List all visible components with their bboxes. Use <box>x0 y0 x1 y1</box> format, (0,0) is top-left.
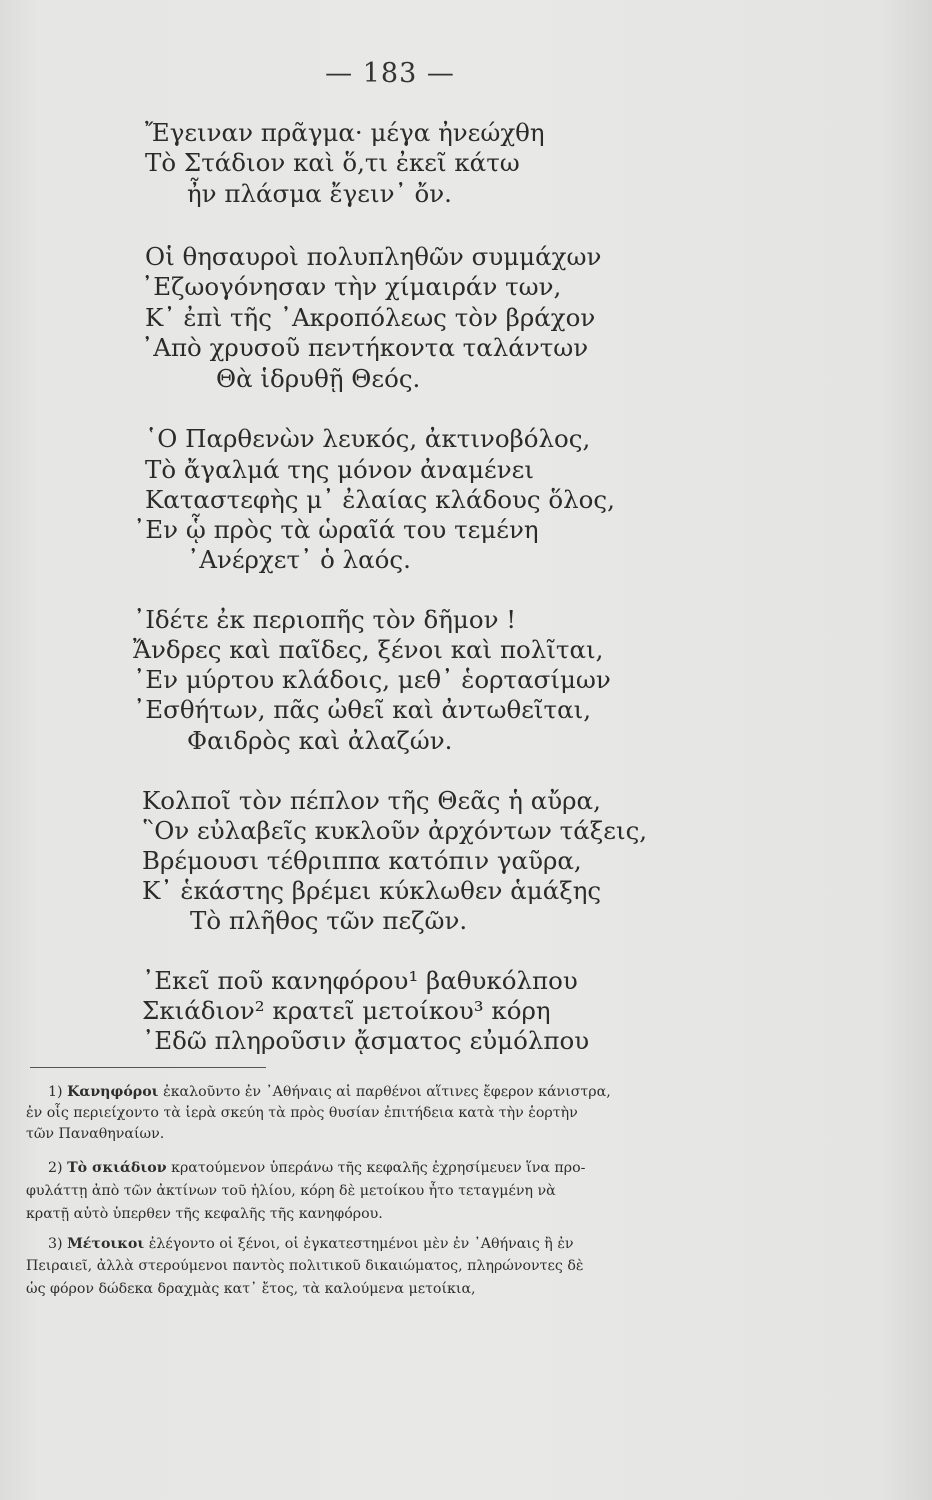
verse-line: Ἄνδρες καὶ παῖδες, ξένοι καὶ πολῖται, <box>133 635 604 664</box>
footnote-text: τῶν Παναθηναίων. <box>26 1126 165 1142</box>
footnote-term: Τὸ σκιάδιον <box>67 1160 167 1176</box>
verse-line: Τὸ ἄγαλμά της μόνον ἀναμένει <box>145 455 534 484</box>
verse-line: Κολποῖ τὸν πέπλον τῆς Θεᾶς ἡ αὔρα, <box>142 786 601 815</box>
footnote-term: Μέτοικοι <box>67 1236 145 1252</box>
verse-line: ᾽Απὸ χρυσοῦ πεντήκοντα ταλάντων <box>141 333 589 362</box>
verse-line: ᾽Εν μύρτου κλάδοις, μεθ᾽ ἑορτασίμων <box>133 665 611 694</box>
footnote-text: ἐν οἷς περιείχοντο τὰ ἱερὰ σκεύη τὰ πρὸς θυσίαν ἐπιτήδεια κατὰ τὴν ἑορτὴν <box>26 1105 578 1121</box>
verse-line: Τὸ πλῆθος τῶν πεζῶν. <box>190 906 468 935</box>
verse-line: ᾽Εδῶ πληροῦσιν ᾄσματος εὐμόλπου <box>142 1026 590 1055</box>
verse-line: ᾽Εσθήτων, πᾶς ὠθεῖ καὶ ἀντωθεῖται, <box>133 695 592 724</box>
footnote-text: ἐκαλοῦντο ἐν ᾽Αθήναις αἱ παρθένοι αἵτινες ἔφερον κάνιστρα, <box>163 1084 611 1100</box>
verse-line: Καταστεφὴς μ᾽ ἐλαίας κλάδους ὅλος, <box>145 485 615 514</box>
verse-line: ἦν πλάσμα ἔγειν᾽ ὄν. <box>187 179 452 208</box>
verse-line: ῝Ον εὐλαβεῖς κυκλοῦν ἀρχόντων τάξεις, <box>142 816 648 845</box>
verse-line: Οἱ θησαυροὶ πολυπληθῶν συμμάχων <box>145 242 602 271</box>
verse-line: Ἔγειναν πρᾶγμα· μέγα ἠνεώχθη <box>145 118 545 147</box>
footnote-text: φυλάττῃ ἀπὸ τῶν ἀκτίνων τοῦ ἡλίου, κόρη δὲ μετοίκου ἦτο τεταγμένη νὰ <box>26 1183 556 1199</box>
footnote-text: κρατούμενον ὑπεράνω τῆς κεφαλῆς ἐχρησίμευεν ἵνα προ- <box>171 1160 586 1176</box>
verse-line: ᾽Εν ᾧ πρὸς τὰ ὡραῖά του τεμένη <box>133 515 539 544</box>
verse-line: Βρέμουσι τέθριππα κατόπιν γαῦρα, <box>142 846 582 875</box>
verse-line: ᾽Εκεῖ ποῦ κανηφόρου¹ βαθυκόλπου <box>142 966 578 995</box>
verse-line: Θὰ ἱδρυθῇ Θεός. <box>216 364 421 393</box>
verse-line: Σκιάδιον² κρατεῖ μετοίκου³ κόρη <box>142 996 551 1025</box>
verse-line: Τὸ Στάδιον καὶ ὅ,τι ἐκεῖ κάτω <box>145 148 520 177</box>
footnote-text: Πειραιεῖ, ἀλλὰ στερούμενοι παντὸς πολιτικοῦ δικαιώματος, πληρώνοντες δὲ <box>26 1258 584 1274</box>
footnote-text: κρατῇ αὐτὸ ὑπερθεν τῆς κεφαλῆς τῆς κανηφόρου. <box>26 1206 383 1222</box>
verse-line: ῾Ο Παρθενὼν λευκός, ἀκτινοβόλος, <box>145 424 591 453</box>
footnote-marker: 2) <box>48 1160 63 1176</box>
footnote-divider <box>30 1067 266 1068</box>
footnote-text: ὡς φόρον δώδεκα δραχμὰς κατ᾽ ἔτος, τὰ καλούμενα μετοίκια, <box>26 1281 476 1297</box>
page-number: — 183 — <box>325 58 455 89</box>
footnote-marker: 3) <box>48 1236 63 1252</box>
verse-line: ᾽Ανέρχετ᾽ ὁ λαός. <box>187 545 411 574</box>
verse-line: Κ᾽ ἐπὶ τῆς ᾽Ακροπόλεως τὸν βράχον <box>145 303 596 332</box>
footnote-term: Κανηφόροι <box>67 1084 159 1100</box>
verse-line: ᾽Ιδέτε ἐκ περιοπῆς τὸν δῆμον ! <box>133 605 517 634</box>
verse-line: ᾽Εζωογόνησαν τὴν χίμαιράν των, <box>141 272 562 301</box>
footnote-marker: 1) <box>48 1084 63 1100</box>
verse-line: Κ᾽ ἑκάστης βρέμει κύκλωθεν ἁμάξης <box>142 876 602 905</box>
footnote-text: ἐλέγοντο οἱ ξένοι, οἱ ἐγκατεστημένοι μὲν ἐν ᾽Αθήναις ἢ ἐν <box>148 1236 574 1252</box>
verse-line: Φαιδρὸς καὶ ἀλαζών. <box>187 726 453 755</box>
